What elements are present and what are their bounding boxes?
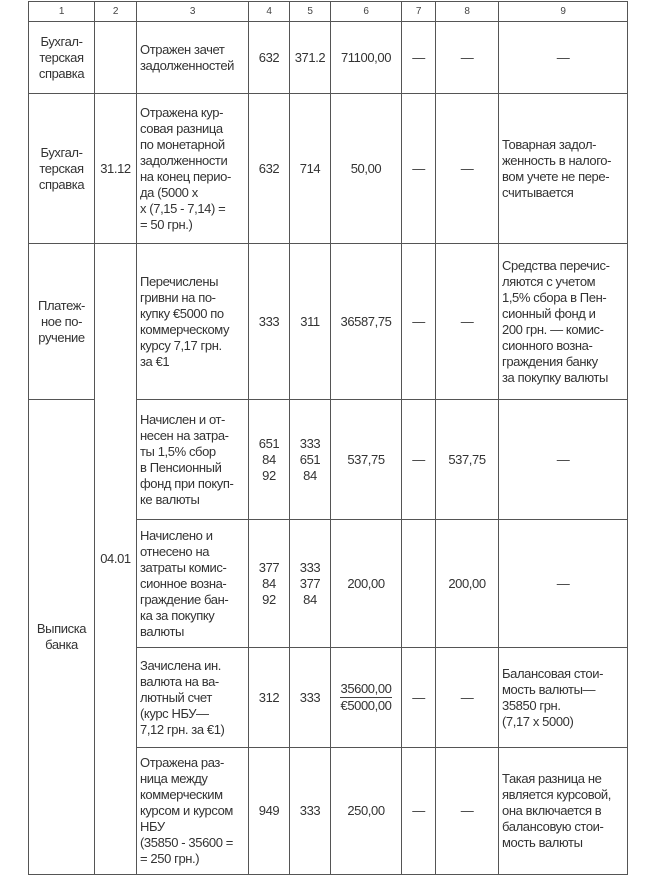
amount-cell: 200,00 (331, 520, 402, 648)
col8-cell: — (436, 748, 499, 875)
table-row (29, 22, 628, 94)
amount-uah: 35600,00 (340, 681, 392, 696)
col-header: 1 (29, 2, 95, 22)
note-cell: Средства перечис- ляются с учетом 1,5% сбора в Пен- сионный фонд и 200 грн. — комис- сионного возна- граждения банку за покупку валюты (499, 244, 628, 400)
document-cell: Выписка банка (29, 400, 95, 875)
amount-eur: €5000,00 (340, 698, 392, 713)
description-cell: Начислено и отнесено на затраты комис- сионное возна- граждение бан- ка за покупку валюты (137, 520, 249, 648)
col-header: 4 (249, 2, 290, 22)
description-cell: Перечислены гривни на по- купку €5000 по коммерческому курсу 7,17 грн. за €1 (137, 244, 249, 400)
debit-account-cell (249, 648, 290, 748)
col7-cell (402, 520, 436, 648)
col8-cell: — (436, 94, 499, 244)
col-header: 6 (331, 2, 402, 22)
note-cell: Балансовая стои- мость валюты— 35850 грн. (7,17 х 5000) (499, 648, 628, 748)
amount-cell: 36587,75 (331, 244, 402, 400)
debit-account-cell (249, 244, 290, 400)
col-header: 9 (499, 2, 628, 22)
account-number: 651 (258, 435, 280, 451)
account-number: 714 (299, 160, 321, 176)
amount-cell: 71100,00 (331, 22, 402, 94)
account-number: 333 (299, 435, 321, 451)
account-number: 333 (299, 803, 321, 818)
table-row (29, 94, 628, 244)
amount-cell: 250,00 (331, 748, 402, 875)
account-number: 92 (262, 467, 276, 483)
account-number: 651 (299, 451, 321, 467)
account-number: 949 (258, 803, 280, 818)
account-number: 333 (258, 313, 280, 329)
account-number: 84 (262, 451, 276, 467)
col7-cell: — (402, 400, 436, 520)
description-cell: Отражен зачет задолженностей (137, 22, 249, 94)
col-header: 7 (402, 2, 436, 22)
account-number: 84 (262, 575, 276, 591)
account-number: 311 (300, 313, 320, 329)
debit-account-cell (249, 748, 290, 875)
col7-cell: — (402, 244, 436, 400)
debit-account-cell (249, 22, 290, 94)
column-number-row (29, 2, 628, 22)
account-number: 632 (258, 160, 280, 176)
account-number: 92 (262, 591, 276, 607)
col-header: 5 (290, 2, 331, 22)
col7-cell: — (402, 748, 436, 875)
amount-cell: 50,00 (331, 94, 402, 244)
debit-account-cell (249, 520, 290, 648)
credit-account-cell (290, 244, 331, 400)
col8-cell: 200,00 (436, 520, 499, 648)
accounting-entries-table (28, 1, 628, 875)
debit-account-cell (249, 94, 290, 244)
debit-account-cell (249, 400, 290, 520)
description-cell: Начислен и от- несен на затра- ты 1,5% сбор в Пенсионный фонд при покуп- ке валюты (137, 400, 249, 520)
note-cell: — (499, 22, 628, 94)
col7-cell: — (402, 22, 436, 94)
col7-cell: — (402, 94, 436, 244)
credit-account-cell (290, 94, 331, 244)
note-cell: — (499, 520, 628, 648)
credit-account-cell (290, 400, 331, 520)
date-cell: 04.01 (95, 244, 137, 875)
credit-account-cell (290, 22, 331, 94)
date-cell (95, 22, 137, 94)
note-cell: Товарная задол- женность в налого- вом учете не пере- считывается (499, 94, 628, 244)
col7-cell: — (402, 648, 436, 748)
account-number: 377 (299, 575, 321, 591)
col8-cell: 537,75 (436, 400, 499, 520)
amount-cell: 537,75 (331, 400, 402, 520)
document-cell: Бухгал- терская справка (29, 22, 95, 94)
col8-cell: — (436, 244, 499, 400)
account-number: 333 (299, 559, 321, 575)
document-cell: Бухгал- терская справка (29, 94, 95, 244)
account-number: 377 (258, 559, 280, 575)
description-cell: Отражена кур- совая разница по монетарной задолженности на конец перио- да (5000 х х (7,15 - 7,14) = = 50 грн.) (137, 94, 249, 244)
col8-cell: — (436, 648, 499, 748)
account-number: 312 (258, 689, 280, 705)
credit-account-cell (290, 748, 331, 875)
col-header: 2 (95, 2, 137, 22)
col-header: 3 (137, 2, 249, 22)
amount-fraction (340, 681, 391, 714)
note-cell: — (499, 400, 628, 520)
account-number: 371.2 (294, 49, 326, 65)
account-number: 84 (303, 591, 317, 607)
document-cell: Платеж- ное по- ручение (29, 244, 95, 400)
credit-account-cell (290, 520, 331, 648)
description-cell: Зачислена ин. валюта на ва- лютный счет (курс НБУ— 7,12 грн. за €1) (137, 648, 249, 748)
account-number: 632 (258, 49, 280, 65)
table-row (29, 244, 628, 400)
credit-account-cell (290, 648, 331, 748)
amount-cell (331, 648, 402, 748)
date-cell: 31.12 (95, 94, 137, 244)
account-number: 333 (299, 689, 321, 705)
description-cell: Отражена раз- ница между коммерческим курсом и курсом НБУ (35850 - 35600 = = 250 грн.) (137, 748, 249, 875)
note-cell: Такая разница не является курсовой, она включается в балансовую стои- мость валюты (499, 748, 628, 875)
col8-cell: — (436, 22, 499, 94)
col-header: 8 (436, 2, 499, 22)
account-number: 84 (303, 467, 317, 483)
